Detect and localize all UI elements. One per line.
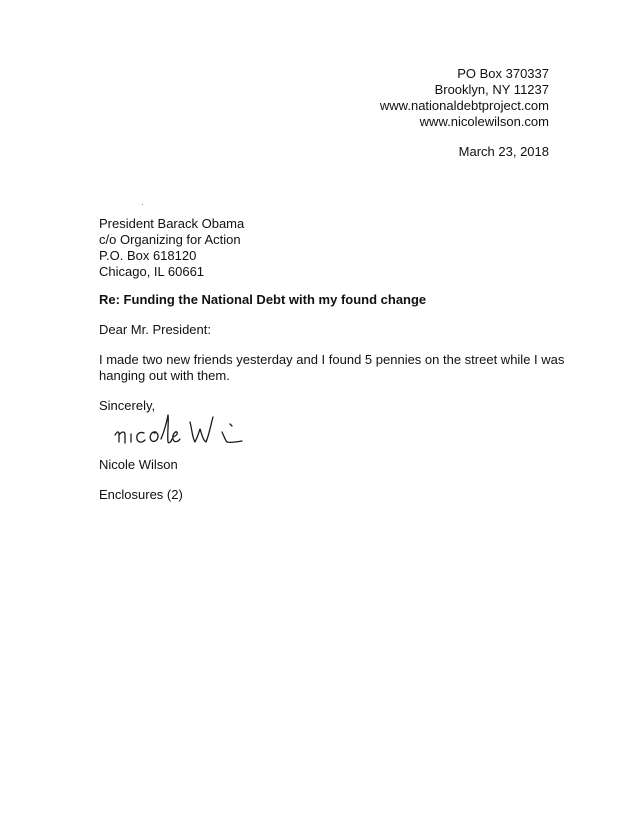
signature-stroke-o [150, 432, 158, 442]
signature-stroke-i [222, 432, 242, 442]
signature-stroke-l [161, 415, 172, 443]
sender-website-national-debt: www.nationaldebtproject.com [379, 98, 549, 113]
sender-address-block [380, 66, 549, 130]
recipient-care-of: c/o Organizing for Action [99, 232, 241, 247]
recipient-address-block [99, 216, 244, 280]
signature-stroke-n [115, 432, 125, 443]
sender-city-state-zip: Brooklyn, NY 11237 [434, 82, 549, 97]
signature-stroke-dot [230, 424, 232, 426]
body-line-1: I made two new friends yesterday and I found 5 pennies on the street while I was [99, 352, 565, 367]
salutation: Dear Mr. President: [99, 322, 211, 337]
recipient-city-state-zip: Chicago, IL 60661 [99, 264, 205, 279]
signature-stroke-c [137, 432, 145, 442]
body-line-2: hanging out with them. [99, 368, 230, 383]
letter-body [99, 352, 565, 384]
handwritten-signature [112, 408, 247, 450]
sender-po-box: PO Box 370337 [457, 66, 549, 81]
signature-stroke-w [190, 417, 213, 442]
recipient-po-box: P.O. Box 618120 [99, 248, 197, 263]
sender-website-personal: www.nicolewilson.com [419, 114, 549, 129]
signer-name: Nicole Wilson [99, 457, 178, 472]
enclosures-note: Enclosures (2) [99, 487, 183, 502]
recipient-name: President Barack Obama [99, 216, 245, 231]
signature-stroke-e [173, 432, 180, 442]
letter-date: March 23, 2018 [458, 144, 549, 159]
closing: Sincerely, [99, 398, 156, 413]
scan-speck [142, 204, 143, 205]
subject-line: Re: Funding the National Debt with my found change [99, 292, 427, 307]
